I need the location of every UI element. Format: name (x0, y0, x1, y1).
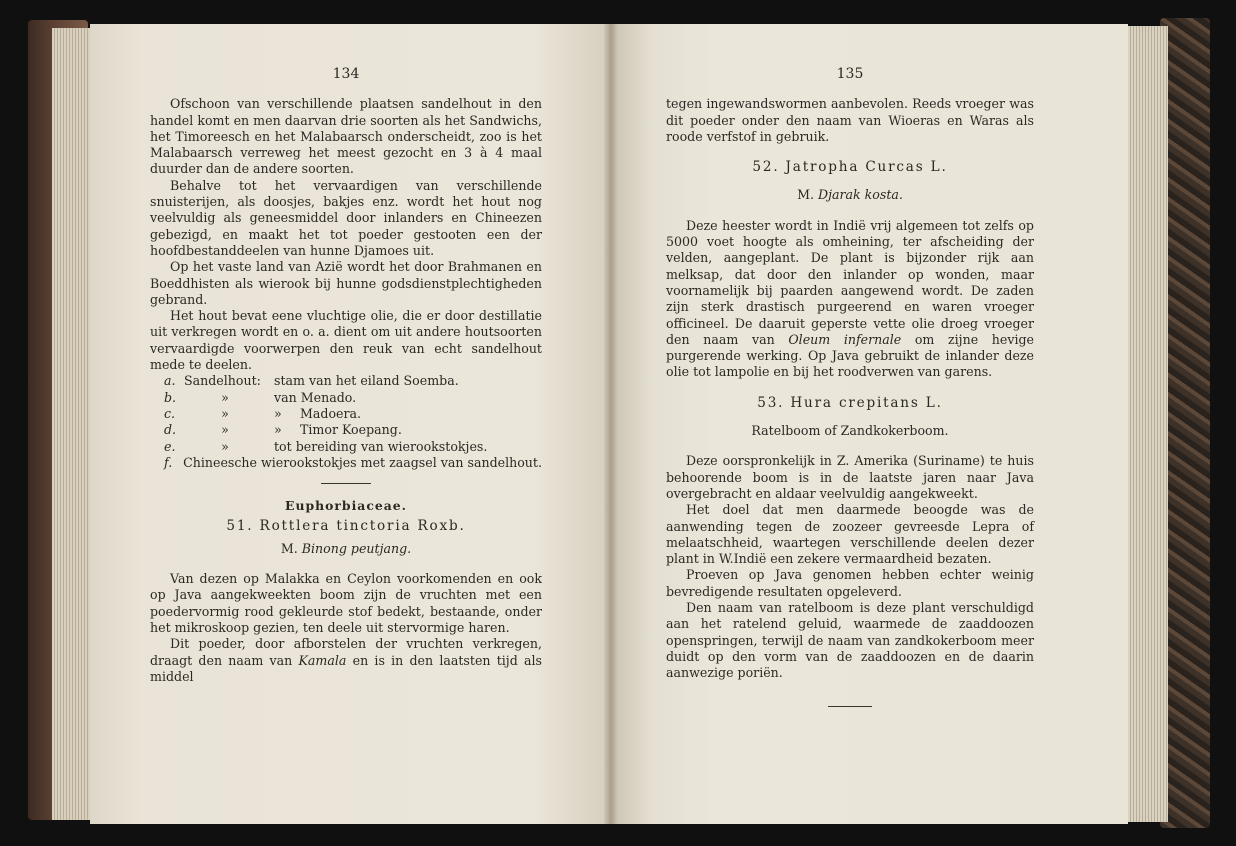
list-key: a. (164, 373, 176, 389)
list-ditto: » (221, 389, 229, 405)
family-heading: Euphorbiaceae. (285, 498, 407, 514)
paragraph: Proeven op Java genomen hebben echter weinig bevredigende resultaten opgeleverd. (666, 567, 1034, 599)
list-key: d. (164, 422, 177, 438)
text-run: om zijne hevige purgerende werking. Op Java gebruikt de inlander deze olie tot lampolie en bij het roodverwen van garens. (666, 331, 1035, 380)
paragraph: Ofschoon van verschillende plaatsen sandelhout in den handel komt en men daarvan drie soorten als het Sandwichs, het Timoreesch en het Malabaarsch onderscheidt, zoo is het Malabaarsch verreweg het meest gezocht en 3 à 4 maal duurder dan de andere soorten. (150, 96, 542, 177)
paragraph: Behalve tot het vervaardigen van verschillende snuisterijen, als doosjes, bakjes enz. wordt het hout nog veelvuldig als geneesmiddel door inlanders en Chineezen gebezigd, en maakt het tot poeder gestooten een der hoofdbestanddeelen van hunne Djamoes uit. (150, 177, 542, 258)
left-page-text (150, 66, 542, 685)
list-item (150, 439, 542, 455)
species-heading: 52. Jatropha Curcas L. (752, 159, 948, 176)
species-heading: 53. Hura crepitans L. (757, 394, 943, 411)
local-name-italic: Binong peutjang. (301, 540, 412, 556)
list-ditto: » (221, 438, 229, 454)
italic-term: Kamala (298, 652, 347, 668)
list-key: c. (164, 405, 176, 421)
list-item (150, 455, 542, 471)
paragraph: Van dezen op Malakka en Ceylon voorkomenden en ook op Java aangekweekten boom zijn de vruchten met een poedervormig rood gekleurde stof bedekt, bestaande, onder het mikroskoop gezien, ten deele uit stervormige haren. (150, 571, 542, 635)
list-ditto: » (274, 405, 282, 421)
list-ditto: » (274, 422, 282, 438)
list-ditto: » (221, 422, 229, 438)
page-number-left: 134 (332, 66, 360, 82)
specimen-list (150, 373, 542, 471)
text-run: en is in den laatsten tijd als middel (150, 652, 542, 684)
list-key: f. (164, 454, 173, 470)
section-divider (828, 706, 872, 707)
page-number-right: 135 (836, 66, 864, 82)
list-text: Timor Koepang. (300, 422, 402, 438)
species-heading: 51. Rottlera tinctoria Roxb. (226, 518, 466, 535)
list-text: tot bereiding van wierookstokjes. (274, 438, 488, 454)
paragraph (150, 636, 542, 685)
list-item (150, 373, 542, 389)
book-gutter (604, 24, 618, 824)
page-edges-right (1124, 26, 1168, 822)
paragraph: Het hout bevat eene vluchtige olie, die er door destillatie uit verkregen wordt en o. a. dient om uit andere houtsoorten vervaardigde voorwerpen den reuk van echt sandelhout mede te deelen. (150, 308, 542, 373)
local-name (666, 187, 1034, 203)
list-key: b. (164, 389, 177, 405)
list-ditto: » (221, 405, 229, 421)
italic-term: Oleum infernale (788, 331, 902, 347)
section-divider (321, 483, 371, 484)
list-text: Chineesche wierookstokjes met zaagsel van sandelhout. (183, 454, 542, 470)
text-run: Deze heester wordt in Indië vrij algemeen tot zelfs op 5000 voet hoogte als omheining, ter afscheiding der velden, aangeplant. De plant is bijzonder rijk aan melksap, dat door den inlander op wonden, maar voornamelijk bij paarden aangewend wordt. De zaden zijn sterk drastisch purgeerend en waren vroeger officineel. De daaruit geperste vette olie droeg vroeger den naam van (666, 217, 1034, 347)
list-desc: Sandelhout: (184, 373, 261, 389)
list-text: stam van het eiland Soemba. (274, 373, 459, 389)
list-item (150, 390, 542, 406)
page-edges-left (52, 28, 94, 820)
paragraph (666, 218, 1034, 381)
list-item (150, 406, 542, 422)
local-name-prefix: M. (280, 540, 298, 556)
paragraph: Het doel dat men daarmede beoogde was de aanwending tegen de zoozeer gevreesde Lepra of melaatschheid, waartegen verschillende deelen dezer plant in W.Indië een zekere vermaardheid bezaten. (666, 502, 1034, 567)
right-page-text (666, 66, 1034, 707)
paragraph: Op het vaste land van Azië wordt het door Brahmanen en Boeddhisten als wierook bij hunne godsdienstplechtigheden gebrand. (150, 259, 542, 307)
list-key: e. (164, 438, 176, 454)
local-name-prefix: M. (797, 187, 814, 203)
list-item (150, 422, 542, 438)
local-name-italic: Djarak kosta. (818, 187, 903, 203)
paragraph: Deze oorspronkelijk in Z. Amerika (Suriname) te huis behoorende boom is in de laatste jaren naar Java overgebracht en aldaar veelvuldig aangekweekt. (666, 453, 1034, 501)
list-text: Madoera. (300, 405, 362, 421)
paragraph: tegen ingewandswormen aanbevolen. Reeds vroeger was dit poeder onder den naam van Wioeras en Waras als roode verfstof in gebruik. (666, 96, 1034, 144)
local-name (150, 541, 542, 557)
list-text: van Menado. (274, 389, 357, 405)
paragraph: Den naam van ratelboom is deze plant verschuldigd aan het ratelend geluid, waarmede de zaaddoozen openspringen, terwijl de naam van zandkokerboom meer duidt op den vorm van de zaaddoozen en de daarin aanwezige poriën. (666, 600, 1034, 681)
local-name: Ratelboom of Zandkokerboom. (751, 423, 949, 439)
text-run: Dit poeder, door afborstelen der vruchten verkregen, draagt den naam van (150, 636, 542, 668)
